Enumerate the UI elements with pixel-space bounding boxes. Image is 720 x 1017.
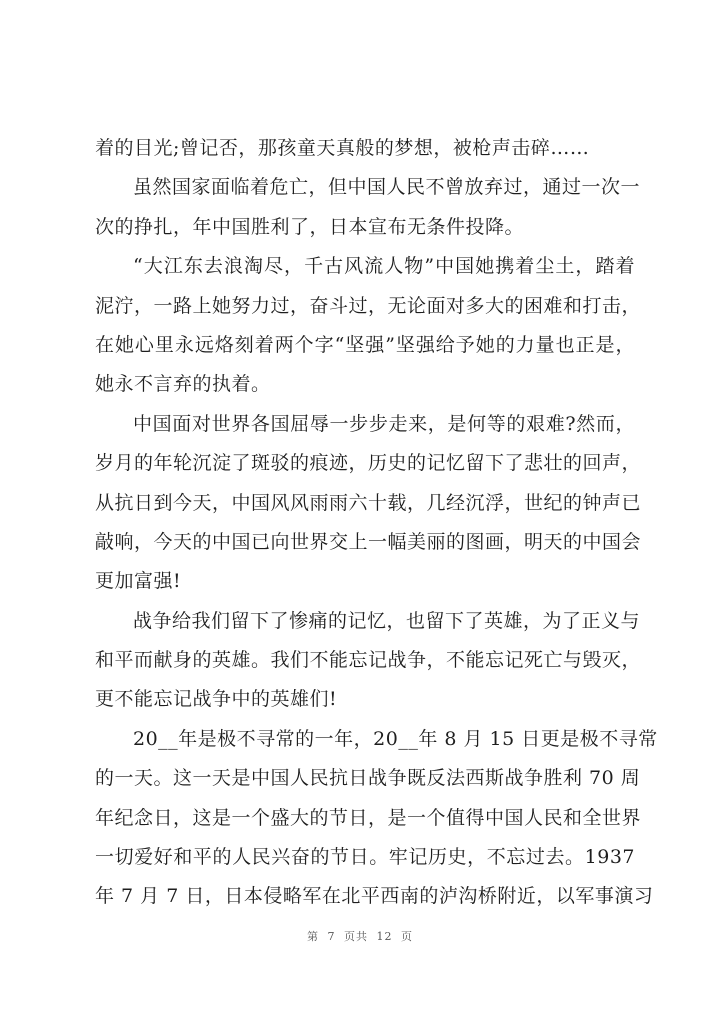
page-number-footer: 第 7 页共 12 页 bbox=[307, 930, 413, 943]
paragraph-start-line: 20__年是极不寻常的一年，20__年 8 月 15 日更是极不寻常 bbox=[133, 727, 658, 750]
text-line: 着的目光;曾记否，那孩童天真般的梦想，被枪声击碎…… bbox=[95, 137, 590, 159]
text-line: 泥泞，一路上她努力过，奋斗过，无论面对多大的困难和打击， bbox=[95, 294, 642, 317]
text-line: 的一天。这一天是中国人民抗日战争既反法西斯战争胜利 70 周 bbox=[95, 767, 641, 790]
body-text bbox=[95, 129, 658, 917]
text-line: 在她心里永远烙刻着两个字“坚强”坚强给予她的力量也正是， bbox=[95, 333, 635, 356]
text-line: 次的挣扎，年中国胜利了，日本宣布无条件投降。 bbox=[95, 215, 525, 238]
text-line: 岁月的年轮沉淀了斑驳的痕迹，历史的记忆留下了悲壮的回声， bbox=[95, 452, 642, 475]
paragraph-start-line: 中国面对世界各国屈辱一步步走来，是何等的艰难?然而， bbox=[133, 412, 635, 435]
paragraph-start-line: 战争给我们留下了惨痛的记忆，也留下了英雄，为了正义与 bbox=[133, 609, 641, 632]
text-line: 她永不言弃的执着。 bbox=[95, 373, 271, 396]
text-line: 年 7 月 7 日，日本侵略军在北平西南的泸沟桥附近，以军事演习 bbox=[95, 885, 654, 908]
paragraph-start-line: 虽然国家面临着危亡，但中国人民不曾放弃过，通过一次一 bbox=[133, 176, 641, 199]
text-line: 更不能忘记战争中的英雄们! bbox=[95, 688, 338, 711]
text-line: 一切爱好和平的人民兴奋的节日。牢记历史，不忘过去。1937 bbox=[95, 846, 635, 869]
paragraph-start-line: “大江东去浪淘尽，千古风流人物”中国她携着尘土，踏着 bbox=[133, 255, 635, 278]
text-line: 和平而献身的英雄。我们不能忘记战争，不能忘记死亡与毁灭， bbox=[95, 649, 642, 672]
text-line: 敲响，今天的中国已向世界交上一幅美丽的图画，明天的中国会 bbox=[95, 530, 642, 553]
text-line: 年纪念日，这是一个盛大的节日，是一个值得中国人民和全世界 bbox=[95, 806, 642, 829]
text-line: 更加富强! bbox=[95, 570, 182, 593]
text-line: 从抗日到今天，中国风风雨雨六十载，几经沉浮，世纪的钟声已 bbox=[95, 491, 642, 514]
